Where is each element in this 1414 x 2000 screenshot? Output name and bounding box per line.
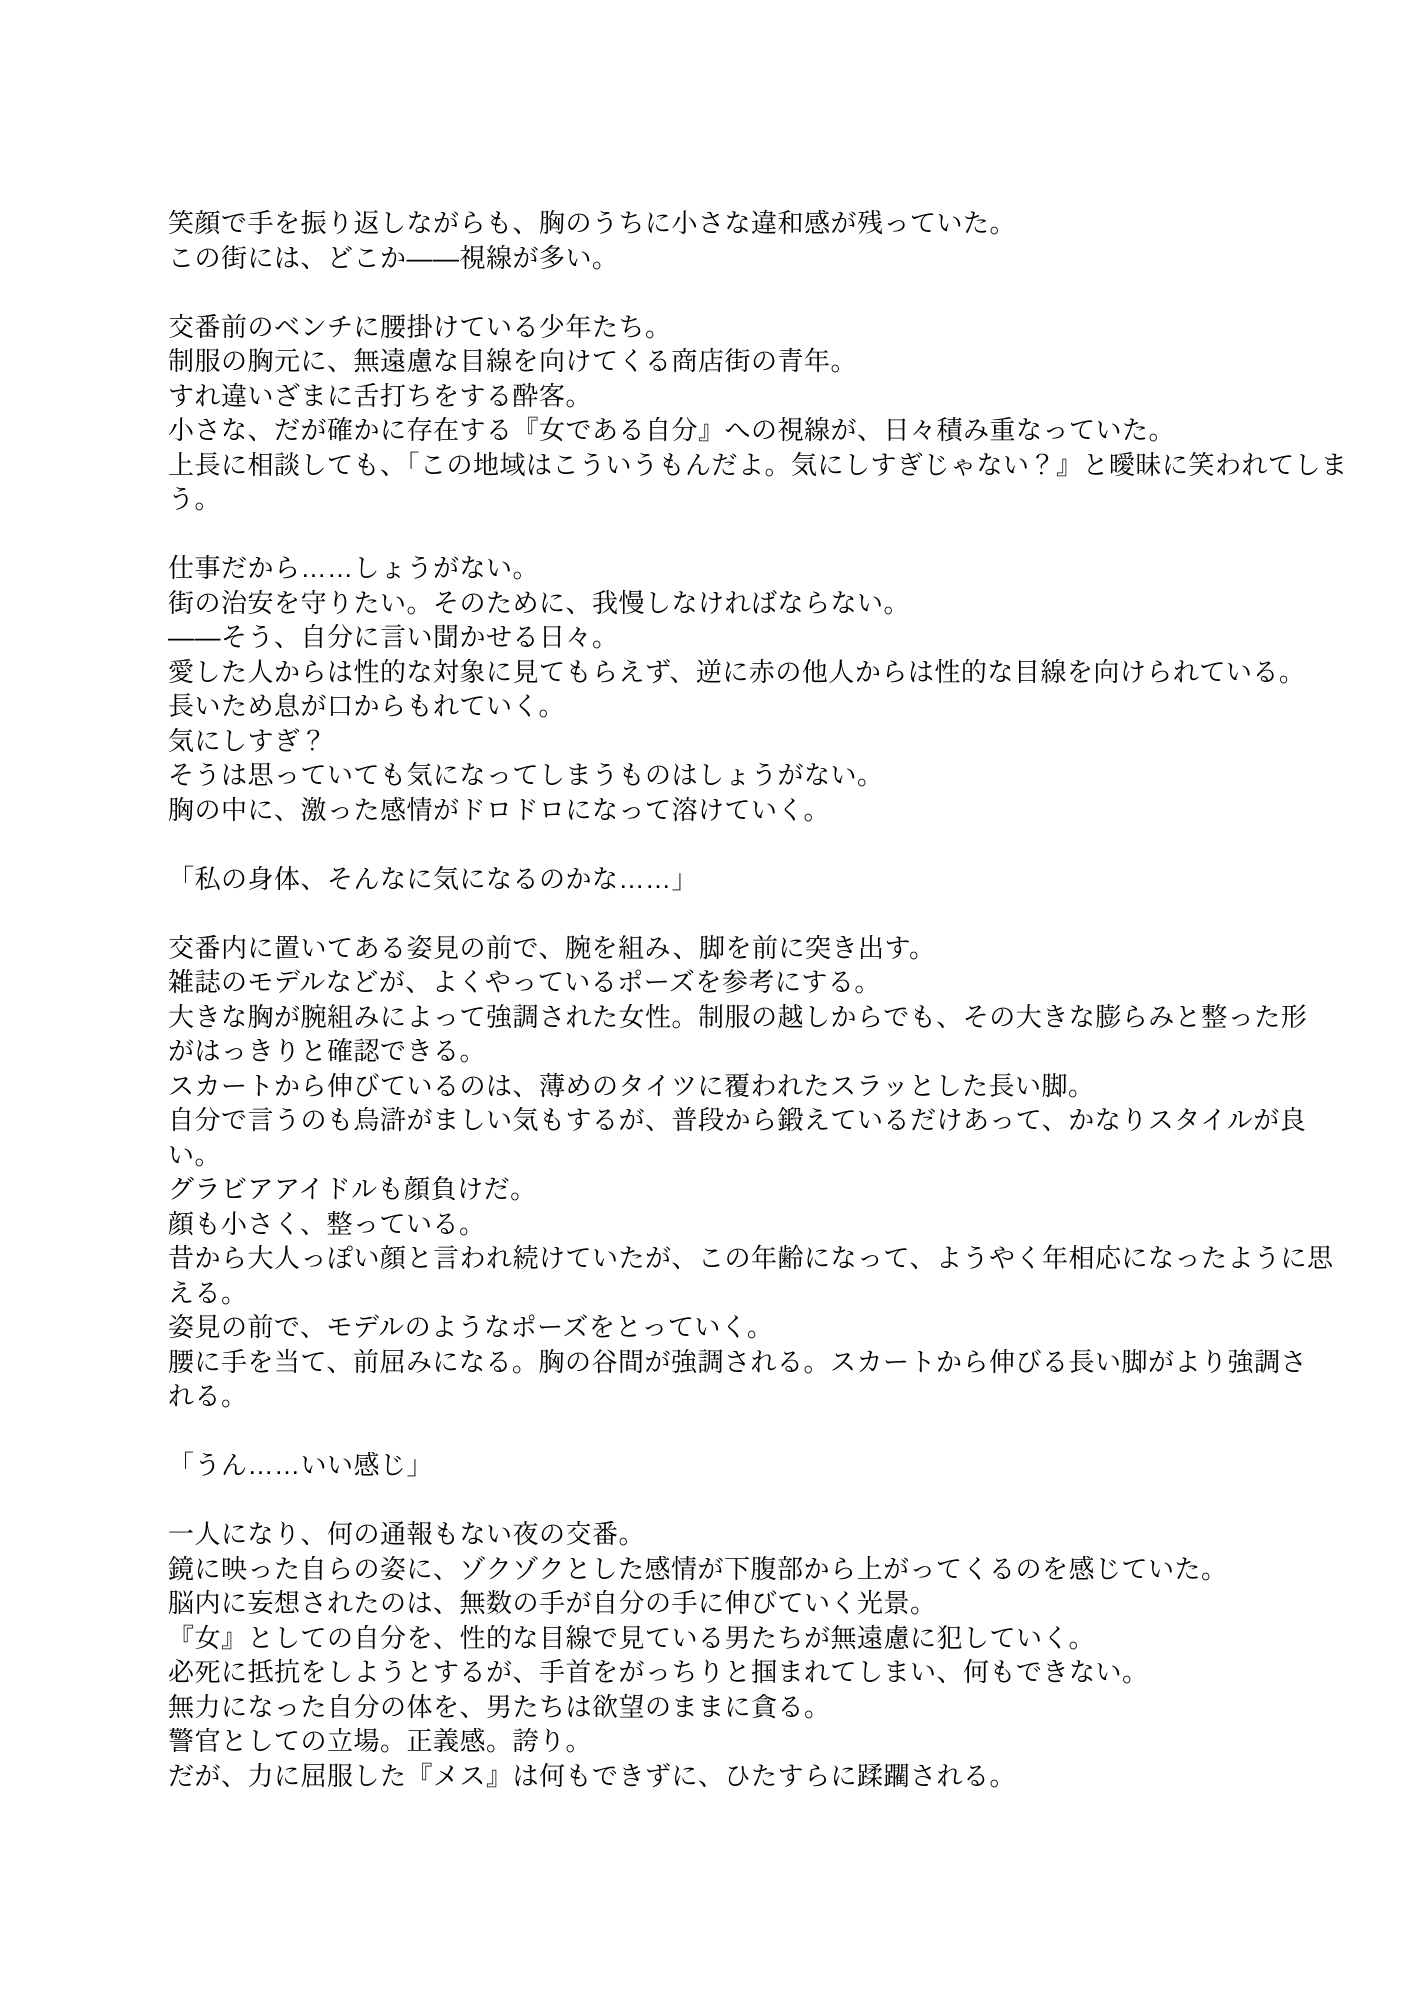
text-line — [168, 1414, 1318, 1449]
text-line: 愛した人からは性的な対象に見てもらえず、逆に赤の他人からは性的な目線を向けられている。 — [168, 656, 1306, 687]
text-line: 必死に抵抗をしようとするが、手首をがっちりと掴まれてしまい、何もできない。 — [168, 1657, 1149, 1687]
text-line: そうは思っていても気になってしまうものはしょうがない。 — [168, 760, 884, 790]
text-line: 胸の中に、激った感情がドロドロになって溶けていく。 — [168, 794, 830, 825]
text-line: 腰に手を当て、前屈みになる。胸の谷間が強調される。スカートから伸びる長い脚がより強調さ — [168, 1346, 1307, 1377]
text-line: 長いため息が口からもれていく。 — [168, 691, 565, 721]
text-line: 制服の胸元に、無遠慮な目線を向けてくる商店街の青年。 — [168, 346, 858, 376]
text-line: 一人になり、何の通報もない夜の交番。 — [168, 1519, 646, 1549]
text-line: ――そう、自分に言い聞かせる日々。 — [168, 622, 619, 652]
text-line — [168, 275, 1318, 310]
text-line: 鏡に映った自らの姿に、ゾクゾクとした感情が下腹部から上がってくるのを感じていた。 — [168, 1553, 1228, 1584]
text-line: 大きな胸が腕組みによって強調された女性。制服の越しからでも、その大きな膨らみと整った形 — [168, 1001, 1308, 1032]
text-line — [168, 896, 1318, 931]
text-line: 姿見の前で、モデルのようなポーズをとっていく。 — [168, 1312, 774, 1342]
text-line — [168, 1483, 1318, 1518]
document-text — [168, 206, 1348, 1793]
text-line: この街には、どこか――視線が多い。 — [168, 242, 619, 273]
text-line: 脳内に妄想されたのは、無数の手が自分の手に伸びていく光景。 — [168, 1588, 937, 1618]
text-line: 小さな、だが確かに存在する『女である自分』への視線が、日々積み重なっていた。 — [168, 415, 1176, 445]
text-line: う。 — [168, 484, 222, 514]
text-line: すれ違いざまに舌打ちをする酔客。 — [168, 380, 593, 411]
text-line: 街の治安を守りたい。そのために、我慢しなければならない。 — [168, 587, 911, 618]
text-line: 仕事だから……しょうがない。 — [168, 553, 540, 583]
text-line — [168, 827, 1318, 862]
text-line — [168, 517, 1318, 552]
text-line: 『女』としての自分を、性的な目線で見ている男たちが無遠慮に犯していく。 — [168, 1622, 1095, 1653]
text-line: 「うん……いい感じ」 — [168, 1450, 434, 1480]
text-line: 顔も小さく、整っている。 — [168, 1208, 486, 1239]
text-line: 交番前のベンチに腰掛けている少年たち。 — [168, 311, 672, 342]
text-line: 交番内に置いてある姿見の前で、腕を組み、脚を前に突き出す。 — [168, 932, 936, 963]
text-line: える。 — [168, 1277, 248, 1308]
text-line: 自分で言うのも烏滸がましい気もするが、普段から鍛えているだけあって、かなりスタイルが良 — [168, 1105, 1307, 1135]
text-line: 警官としての立場。正義感。誇り。 — [168, 1726, 593, 1756]
text-line: がはっきりと確認できる。 — [168, 1036, 487, 1066]
text-line: 気にしすぎ？ — [168, 725, 328, 756]
text-line: スカートから伸びているのは、薄めのタイツに覆われたスラッとした長い脚。 — [168, 1070, 1095, 1101]
text-line: 昔から大人っぽい顔と言われ続けていたが、この年齢になって、ようやく年相応になったように思 — [168, 1243, 1334, 1273]
text-line: 「私の身体、そんなに気になるのかな……」 — [168, 863, 699, 894]
text-line: 無力になった自分の体を、男たちは欲望のままに貪る。 — [168, 1691, 831, 1722]
text-line: 雑誌のモデルなどが、よくやっているポーズを参考にする。 — [168, 967, 881, 997]
text-line: い。 — [168, 1139, 222, 1170]
text-line: 笑顔で手を振り返しながらも、胸のうちに小さな違和感が残っていた。 — [168, 208, 1017, 238]
text-line: 上長に相談しても、「この地域はこういうもんだよ。気にしすぎじゃない？』と曖昧に笑われてしま — [168, 449, 1348, 480]
text-line: だが、力に屈服した『メス』は何もできずに、ひたすらに蹂躙される。 — [168, 1760, 1017, 1791]
text-line: グラビアアイドルも顔負けだ。 — [168, 1174, 537, 1204]
text-line: れる。 — [168, 1381, 248, 1411]
